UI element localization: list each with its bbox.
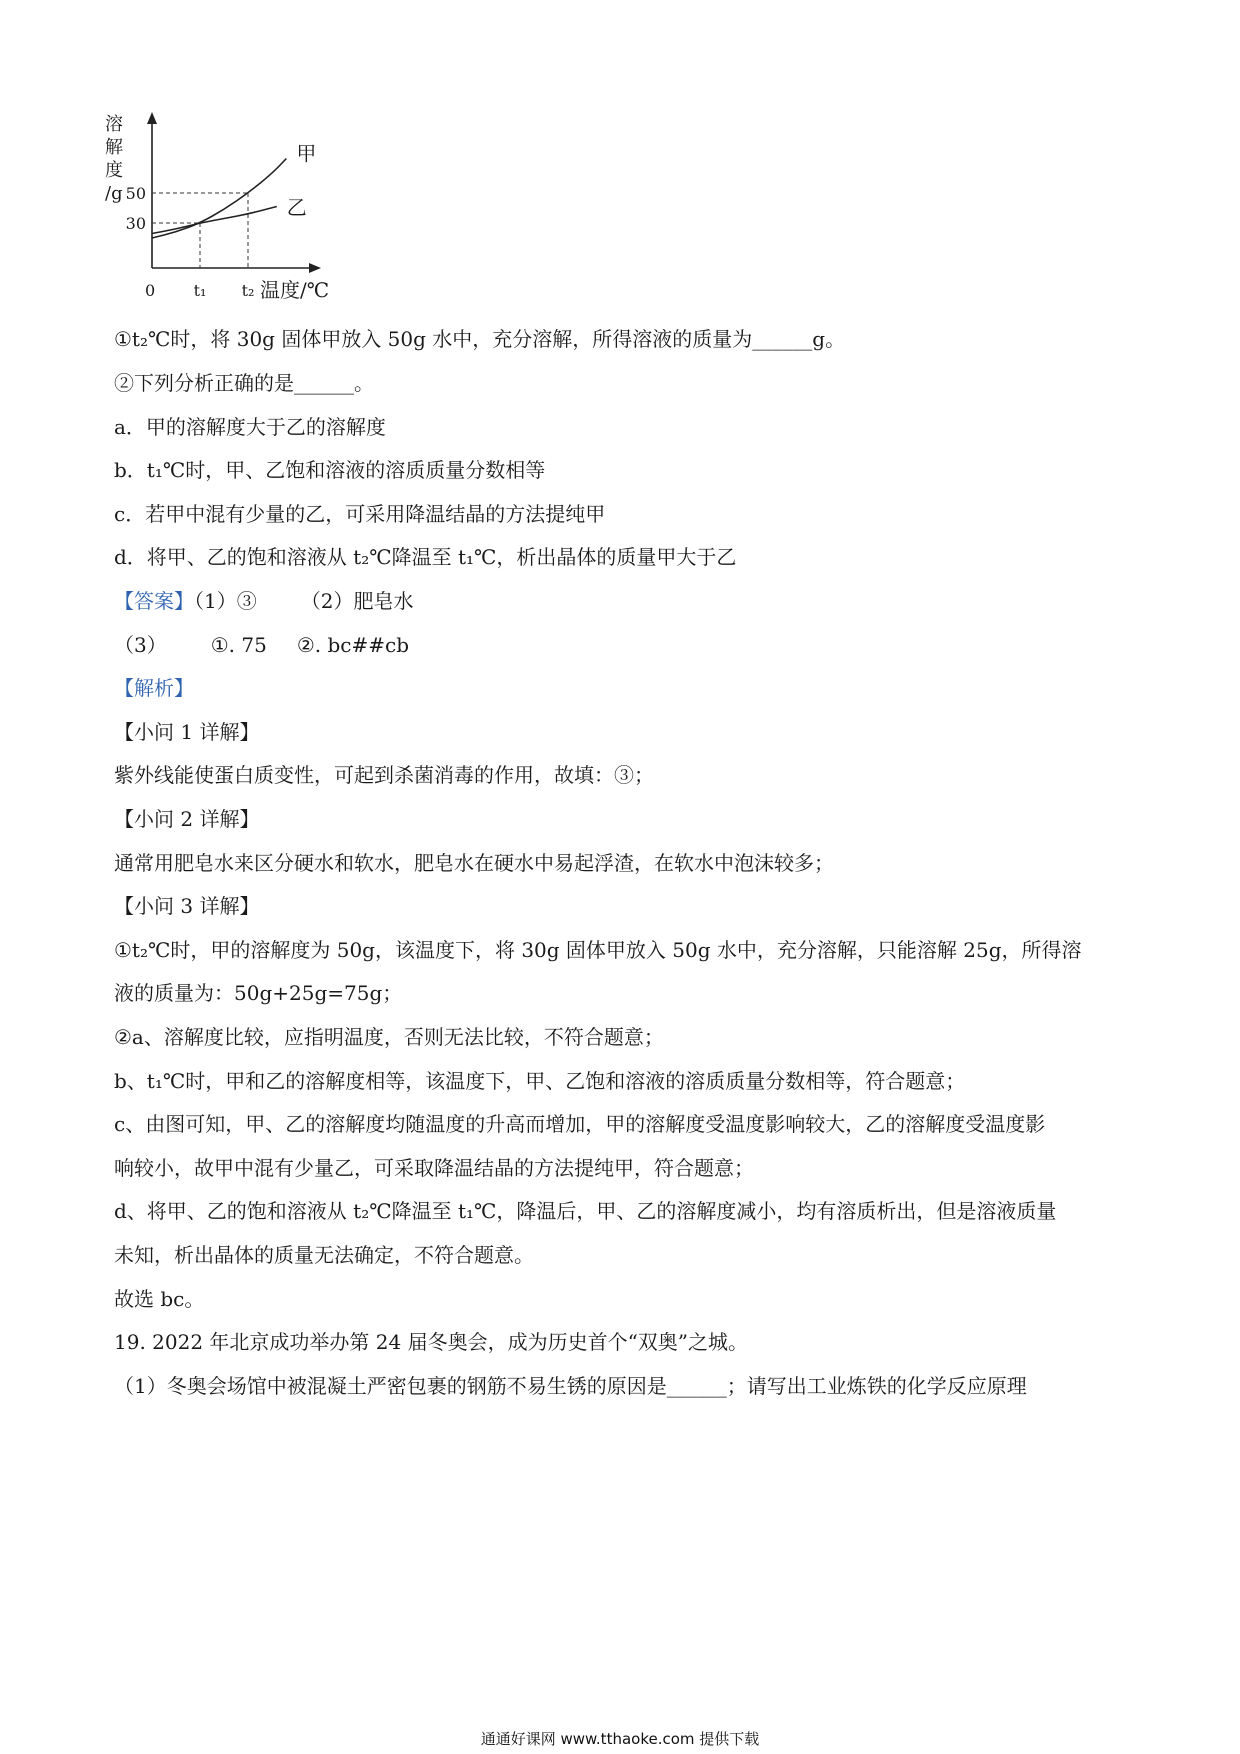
y-tick-label-0: 30	[125, 214, 146, 233]
question-19-part-1: （1）冬奥会场馆中被混凝土严密包裹的钢筋不易生锈的原因是______；请写出工业炼铁的化学反应原理	[114, 1374, 1027, 1398]
analysis-tag: 【解析】	[114, 676, 194, 700]
analysis-heading-2: 【小问 2 详解】	[114, 807, 260, 831]
solubility-chart	[105, 108, 385, 340]
x-axis-arrow	[309, 263, 321, 273]
x-tick-label-0: t₁	[193, 281, 207, 300]
analysis-conclusion: 故选 bc。	[114, 1287, 205, 1311]
y-axis-label-1: 解	[105, 137, 123, 158]
y-axis-label-0: 溶	[105, 114, 123, 135]
analysis-text-3g: d、将甲、乙的饱和溶液从 t₂℃降温至 t₁℃，降温后，甲、乙的溶解度减小，均有溶质析出，但是溶液质量	[114, 1199, 1057, 1223]
answer-part-3b: ②. bc##cb	[296, 633, 409, 657]
series-label-0: 甲	[296, 141, 317, 166]
answer-tag: 【答案】	[114, 589, 194, 613]
y-axis-label-3: /g	[105, 183, 123, 204]
option-a: a．甲的溶解度大于乙的溶解度	[114, 415, 386, 439]
analysis-text-3a: ①t₂℃时，甲的溶解度为 50g，该温度下，将 30g 固体甲放入 50g 水中，充分溶解，只能溶解 25g，所得溶	[114, 938, 1082, 962]
analysis-text-3b: 液的质量为：50g+25g=75g；	[114, 981, 403, 1005]
y-axis-arrow	[147, 112, 157, 124]
analysis-text-3e: c、由图可知，甲、乙的溶解度均随温度的升高而增加，甲的溶解度受温度影响较大，乙的溶解度受温度影	[114, 1112, 1046, 1136]
analysis-text-3h: 未知，析出晶体的质量无法确定，不符合题意。	[114, 1243, 534, 1267]
x-axis-label: 温度/℃	[260, 278, 330, 302]
series-line-0	[152, 159, 286, 239]
analysis-text-1: 紫外线能使蛋白质变性，可起到杀菌消毒的作用，故填：③；	[114, 763, 654, 787]
analysis-heading-1: 【小问 1 详解】	[114, 720, 260, 744]
answer-line-1	[114, 587, 413, 615]
footer-source: 通通好课网 www.tthaoke.com 提供下载	[480, 1730, 760, 1748]
series-label-1: 乙	[286, 195, 307, 220]
answer-part-1: （1）③	[194, 589, 257, 613]
analysis-heading-3: 【小问 3 详解】	[114, 894, 260, 918]
option-b: b．t₁℃时，甲、乙饱和溶液的溶质质量分数相等	[114, 458, 546, 482]
option-c: c．若甲中混有少量的乙，可采用降温结晶的方法提纯甲	[114, 502, 606, 526]
chart-labels	[105, 114, 329, 302]
analysis-text-2: 通常用肥皂水来区分硬水和软水，肥皂水在硬水中易起浮渣，在软水中泡沫较多；	[114, 851, 834, 875]
origin-label: 0	[145, 281, 156, 300]
analysis-text-3d: b、t₁℃时，甲和乙的溶解度相等，该温度下，甲、乙饱和溶液的溶质质量分数相等，符合题意；	[114, 1069, 966, 1093]
question-part-2: ②下列分析正确的是______。	[114, 371, 374, 395]
question-part-1: ①t₂℃时，将 30g 固体甲放入 50g 水中，充分溶解，所得溶液的质量为______g。	[114, 327, 846, 351]
y-axis-label-2: 度	[105, 160, 123, 181]
y-tick-label-1: 50	[125, 184, 146, 203]
x-tick-label-1: t₂	[241, 281, 255, 300]
series-line-1	[152, 207, 277, 234]
answer-part-3-label: （3）	[114, 633, 167, 657]
analysis-text-3f: 响较小，故甲中混有少量乙，可采取降温结晶的方法提纯甲，符合题意；	[114, 1156, 754, 1180]
answer-line-2	[114, 631, 409, 659]
chart-series	[152, 159, 286, 239]
option-d: d．将甲、乙的饱和溶液从 t₂℃降温至 t₁℃，析出晶体的质量甲大于乙	[114, 545, 737, 569]
answer-part-3a: ①. 75	[210, 633, 267, 657]
question-19: 19. 2022 年北京成功举办第 24 届冬奥会，成为历史首个“双奥”之城。	[114, 1330, 749, 1354]
analysis-text-3c: ②a、溶解度比较，应指明温度，否则无法比较，不符合题意；	[114, 1025, 664, 1049]
answer-part-2: （2）肥皂水	[300, 589, 414, 613]
